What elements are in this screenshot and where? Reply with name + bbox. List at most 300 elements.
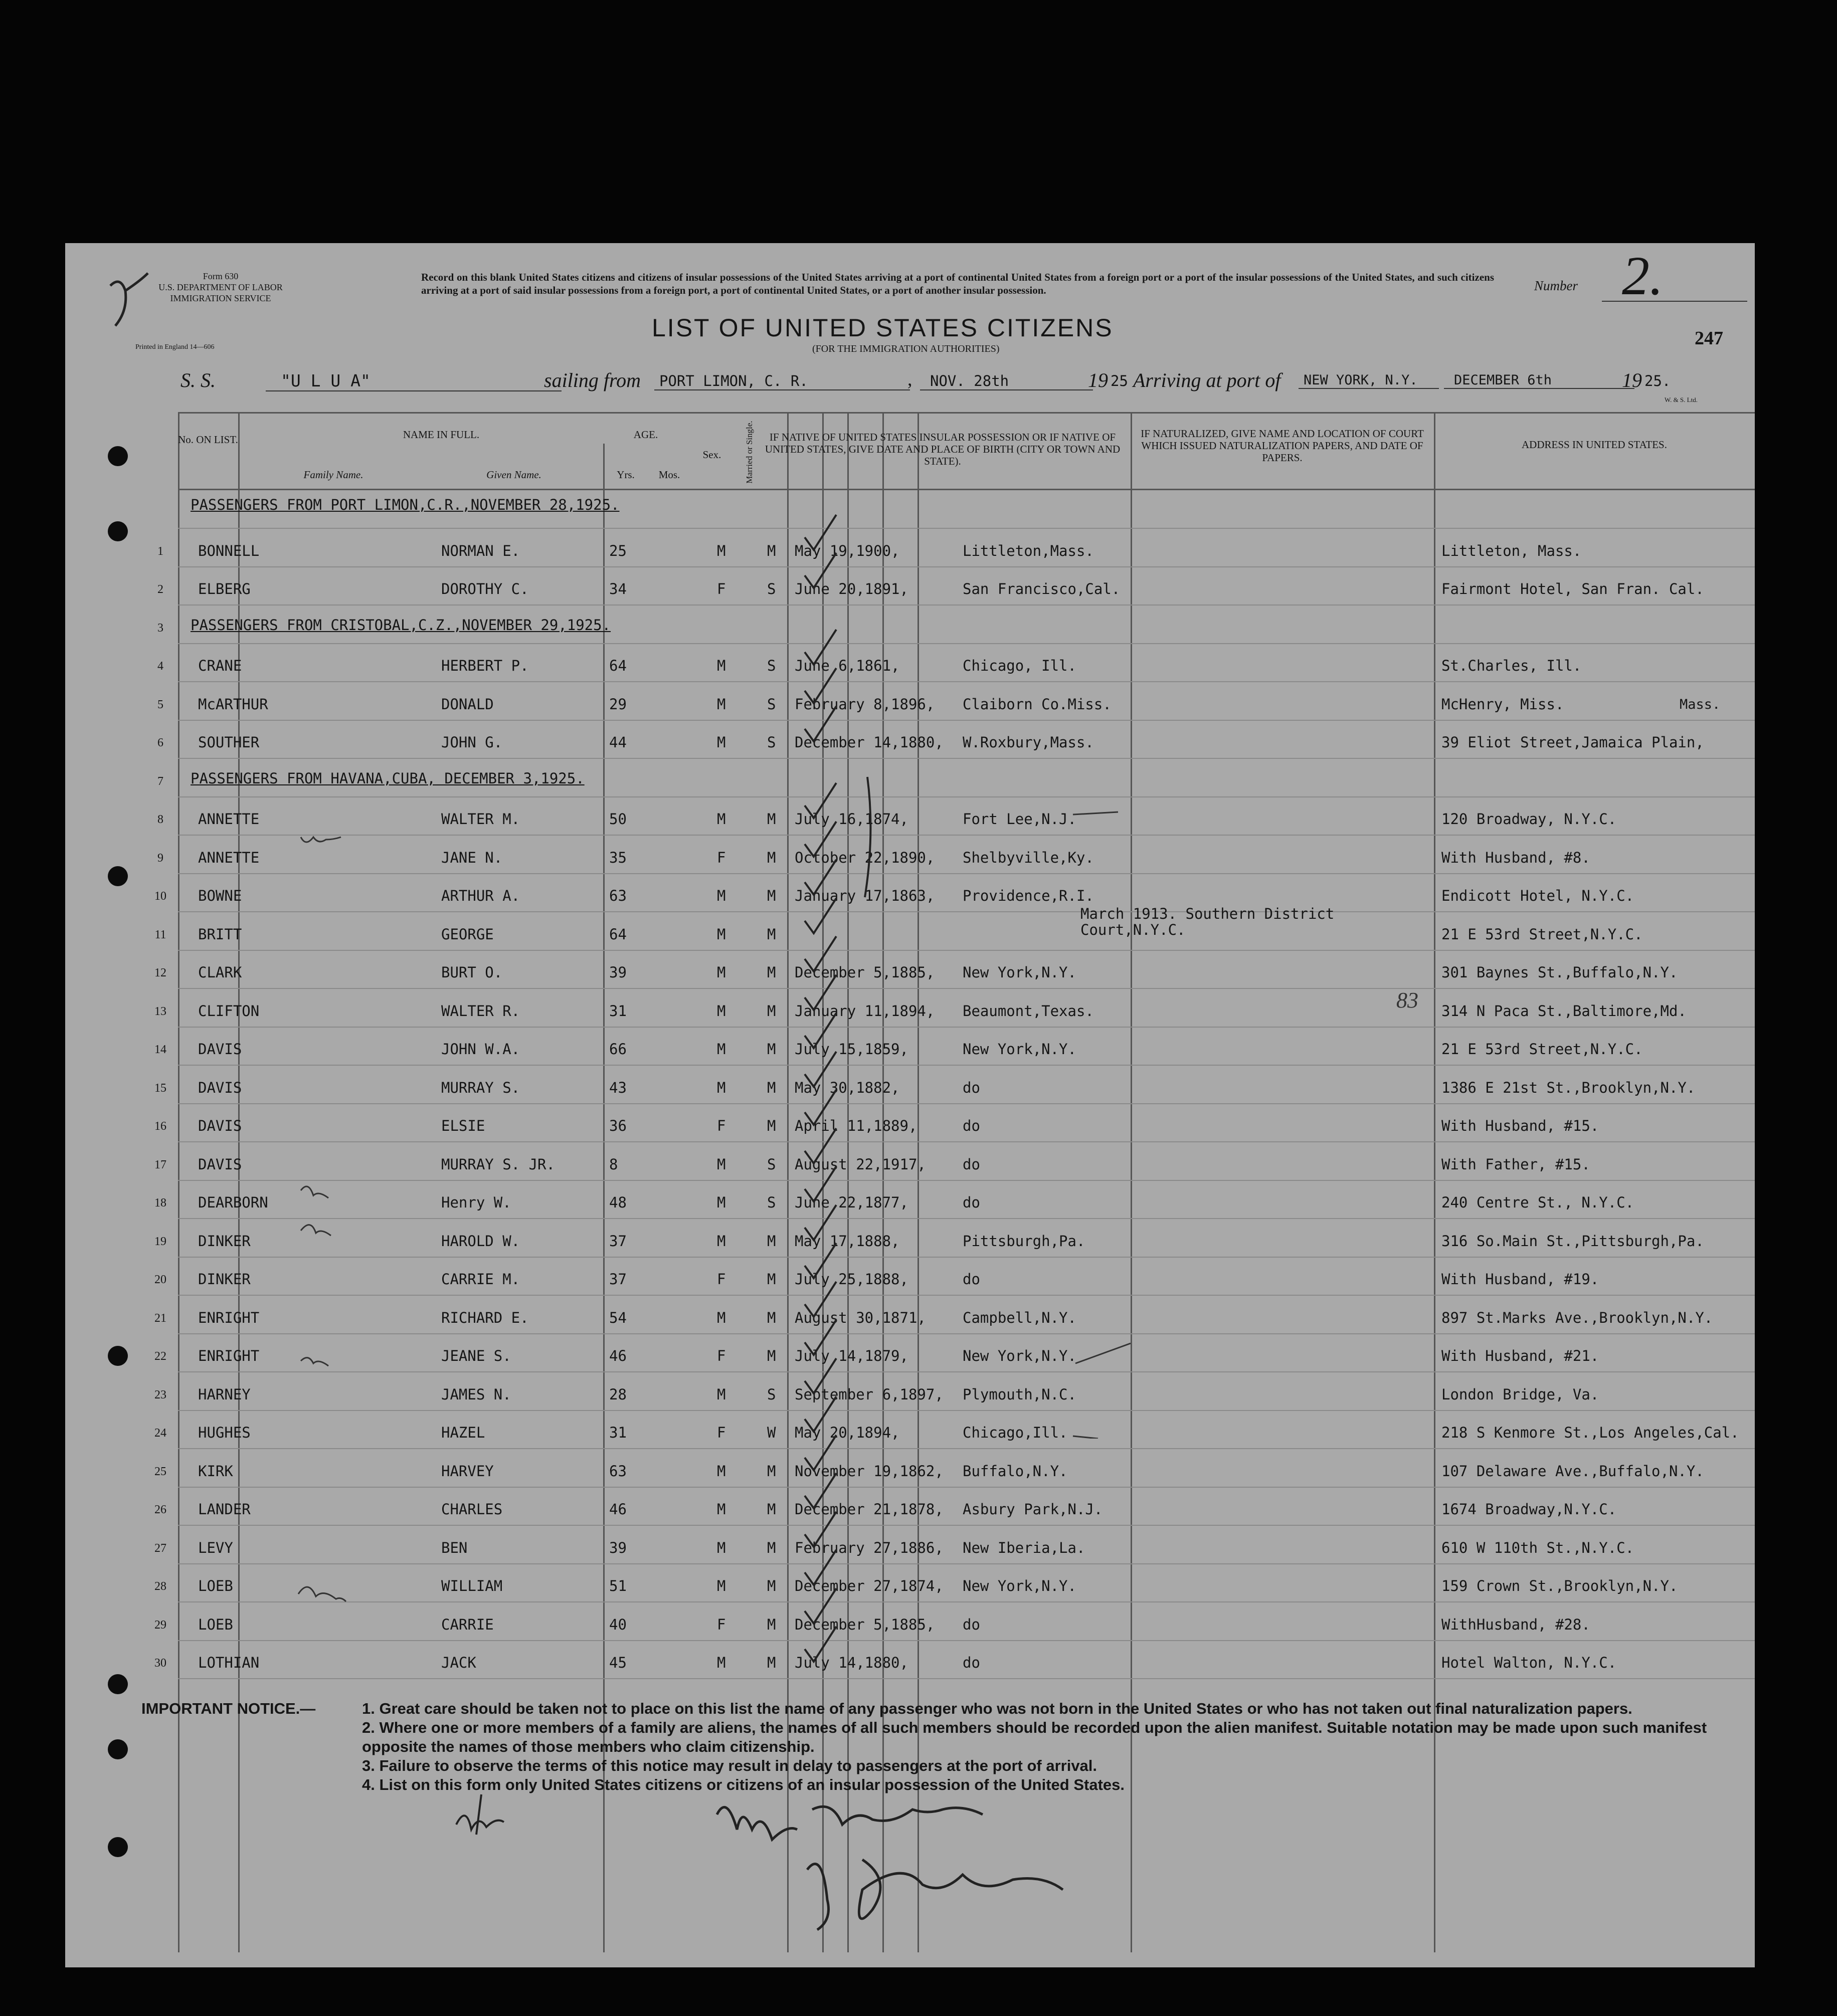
sex: M <box>717 542 726 559</box>
col-header-address: ADDRESS IN UNITED STATES. <box>1522 439 1667 451</box>
address: Littleton, Mass. <box>1441 542 1582 559</box>
arrival-date: DECEMBER 6th <box>1444 372 1634 389</box>
check-mark <box>805 553 836 588</box>
age: 48 <box>609 1194 627 1211</box>
sex: M <box>717 887 726 904</box>
birth-place: Providence,R.I. <box>963 887 1094 904</box>
address: Endicott Hotel, N.Y.C. <box>1441 887 1634 904</box>
printed-line: Printed in England 14—606 <box>135 343 215 351</box>
sex: M <box>717 1463 726 1480</box>
row-rule <box>178 911 1755 912</box>
birth-place: Littleton,Mass. <box>963 542 1094 559</box>
age: 54 <box>609 1309 627 1326</box>
row-rule <box>178 643 1755 644</box>
birth-place: Buffalo,N.Y. <box>963 1463 1068 1480</box>
age: 63 <box>609 887 627 904</box>
row-rule <box>178 1333 1755 1334</box>
check-mark <box>805 1090 836 1125</box>
birth-date: February 27,1886, <box>795 1539 944 1556</box>
family-name: ENRIGHT <box>198 1347 260 1364</box>
sex: F <box>717 1424 726 1441</box>
col-header-age: AGE. <box>633 429 658 441</box>
address: 21 E 53rd Street,N.Y.C. <box>1441 1041 1643 1058</box>
marital-status: S <box>767 696 776 713</box>
naturalization: March 1913. Southern District Court,N.Y.C. <box>1080 905 1335 938</box>
birth-place: Claiborn Co.Miss. <box>963 696 1112 713</box>
table-top-border <box>178 412 1755 414</box>
sex: M <box>717 734 726 751</box>
row-number: 21 <box>154 1312 166 1325</box>
check-mark <box>805 975 836 1010</box>
sex: F <box>717 849 726 866</box>
given-name: MURRAY S. JR. <box>441 1156 555 1173</box>
row-number: 25 <box>154 1465 166 1478</box>
row-number: 30 <box>154 1657 166 1670</box>
given-name: GEORGE <box>441 926 494 943</box>
birth-place: Pittsburgh,Pa. <box>963 1233 1085 1250</box>
sex: M <box>717 811 726 828</box>
address: 314 N Paca St.,Baltimore,Md. <box>1441 1002 1687 1020</box>
notice-item-4: 4. List on this form only United States citizens or citizens of an insular possession of the United States. <box>362 1776 1125 1793</box>
address: 120 Broadway, N.Y.C. <box>1441 811 1617 828</box>
birth-date: December 5,1885, <box>795 964 935 981</box>
age: 51 <box>609 1577 627 1594</box>
row-number: 1 <box>157 545 163 558</box>
birth-date: February 8,1896, <box>795 696 935 713</box>
sex: M <box>717 926 726 943</box>
family-name: HARNEY <box>198 1386 251 1403</box>
row-rule <box>178 1141 1755 1142</box>
col-header-name: NAME IN FULL. <box>403 429 480 441</box>
given-name: HAROLD W. <box>441 1233 520 1250</box>
row-number: 11 <box>154 928 166 941</box>
age: 43 <box>609 1079 627 1096</box>
sex: M <box>717 964 726 981</box>
section-port-limon: PASSENGERS FROM PORT LIMON,C.R.,NOVEMBER 28,1925. <box>191 496 620 513</box>
given-name: RICHARD E. <box>441 1309 529 1326</box>
given-name: DOROTHY C. <box>441 580 529 597</box>
family-name: LOEB <box>198 1577 233 1594</box>
punch-hole <box>108 1739 128 1759</box>
form-id-block <box>153 271 288 304</box>
family-name: BONNELL <box>198 542 260 559</box>
address: 240 Centre St., N.Y.C. <box>1441 1194 1634 1211</box>
marital-status: M <box>767 1347 776 1364</box>
birth-date: July 14,1879, <box>795 1347 908 1364</box>
age: 64 <box>609 657 627 674</box>
birth-place: do <box>963 1156 980 1173</box>
family-name: LANDER <box>198 1501 251 1518</box>
family-name: DEARBORN <box>198 1194 268 1211</box>
port-to: NEW YORK, N.Y. <box>1299 372 1439 389</box>
row-number: 28 <box>154 1580 166 1593</box>
family-name: DINKER <box>198 1271 251 1288</box>
row-number: 22 <box>154 1350 166 1363</box>
check-mark <box>805 1473 836 1508</box>
given-name: ARTHUR A. <box>441 887 520 904</box>
col-header-married: Married or Single. <box>745 421 754 484</box>
birth-date: May 19,1900, <box>795 542 900 559</box>
address: Fairmont Hotel, San Fran. Cal. <box>1441 580 1704 597</box>
form-instruction: Record on this blank United States citizens and citizens of insular possessions of the United States arriving at a port of continental United States from a foreign port or a port of the insular possessions of the United States, and such citizens arriving at a port of said insular possessions from a foreign port, a port of continental United States, or a port of another insular possession. <box>421 271 1494 296</box>
address: 107 Delaware Ave.,Buffalo,N.Y. <box>1441 1463 1704 1480</box>
address: 897 St.Marks Ave.,Brooklyn,N.Y. <box>1441 1309 1713 1326</box>
age: 44 <box>609 734 627 751</box>
age: 31 <box>609 1424 627 1441</box>
family-name: BOWNE <box>198 887 242 904</box>
given-name: NORMAN E. <box>441 542 520 559</box>
family-name: KIRK <box>198 1463 233 1480</box>
address: 218 S Kenmore St.,Los Angeles,Cal. <box>1441 1424 1739 1441</box>
row-number: 9 <box>157 852 163 865</box>
form-number: Form 630 <box>203 271 239 281</box>
check-mark <box>805 1396 836 1432</box>
birth-place: Campbell,N.Y. <box>963 1309 1076 1326</box>
printer-mark: W. & S. Ltd. <box>1665 396 1698 404</box>
sex: M <box>717 696 726 713</box>
birth-place: New York,N.Y. <box>963 1347 1076 1364</box>
punch-hole <box>108 866 128 886</box>
row-rule <box>178 873 1755 874</box>
col-header-birth: IF NATIVE OF UNITED STATES INSULAR POSSESSION OR IF NATIVE OF UNITED STATES, GIVE DATE AND PLACE OF BIRTH (CITY OR TOWN AND STATE). <box>765 431 1121 467</box>
marital-status: M <box>767 926 776 943</box>
check-mark <box>805 706 836 741</box>
punch-hole <box>108 1837 128 1857</box>
row-number: 2 <box>157 583 163 596</box>
row-number: 19 <box>154 1235 166 1248</box>
address: With Father, #15. <box>1441 1156 1590 1173</box>
given-name: Henry W. <box>441 1194 511 1211</box>
family-name: HUGHES <box>198 1424 251 1441</box>
birth-place: Chicago, Ill. <box>963 657 1076 674</box>
row-number: 18 <box>154 1196 166 1209</box>
punch-hole <box>108 446 128 466</box>
row-rule <box>178 950 1755 951</box>
family-name: CRANE <box>198 657 242 674</box>
check-mark <box>805 1205 836 1240</box>
row-number: 15 <box>154 1082 166 1095</box>
birth-date: April 11,1889, <box>795 1117 917 1134</box>
marital-status: S <box>767 657 776 674</box>
section-header: PASSENGERS FROM HAVANA,CUBA, DECEMBER 3,1925. <box>191 770 585 787</box>
sex: F <box>717 1117 726 1134</box>
arrival-year: 25. <box>1644 372 1671 389</box>
row-rule <box>178 1218 1755 1219</box>
sex: F <box>717 580 726 597</box>
marital-status: M <box>767 1654 776 1671</box>
address: 1386 E 21st St.,Brooklyn,N.Y. <box>1441 1079 1696 1096</box>
sailing-from-label: sailing from <box>544 369 641 391</box>
marital-status: M <box>767 1501 776 1518</box>
sex: M <box>717 1501 726 1518</box>
col-header-family: Family Name. <box>303 469 363 481</box>
birth-date: May 30,1882, <box>795 1079 900 1096</box>
marital-status: M <box>767 1002 776 1020</box>
family-name: DAVIS <box>198 1156 242 1173</box>
check-mark <box>805 668 836 703</box>
check-mark <box>805 630 836 665</box>
family-name: LEVY <box>198 1539 233 1556</box>
given-name: CHARLES <box>441 1501 503 1518</box>
age: 40 <box>609 1616 627 1633</box>
marital-status: S <box>767 1194 776 1211</box>
family-name: DAVIS <box>198 1079 242 1096</box>
address: 21 E 53rd Street,N.Y.C. <box>1441 926 1643 943</box>
given-name: JOHN W.A. <box>441 1041 520 1058</box>
given-name: WALTER M. <box>441 811 520 828</box>
col-header-sex: Sex. <box>702 449 721 461</box>
check-mark <box>805 1435 836 1470</box>
row-rule <box>178 1678 1755 1679</box>
notice-item-2: 2. Where one or more members of a family are aliens, the names of all such members should be recorded upon the alien manifest. Suitable notation may be made upon such manifest opposite the names of those members who claim citizenship. <box>362 1719 1707 1755</box>
ship-name: "U L U A" <box>266 371 562 391</box>
marital-status: M <box>767 1041 776 1058</box>
birth-place: do <box>963 1616 980 1633</box>
address: 159 Crown St.,Brooklyn,N.Y. <box>1441 1577 1678 1594</box>
address: Hotel Walton, N.Y.C. <box>1441 1654 1617 1671</box>
birth-place: San Francisco,Cal. <box>963 580 1121 597</box>
row-number: 14 <box>154 1043 166 1056</box>
port-from: PORT LIMON, C. R. <box>654 372 910 390</box>
age: 25 <box>609 542 627 559</box>
age: 66 <box>609 1041 627 1058</box>
row-number: 12 <box>154 966 166 979</box>
sex: M <box>717 1194 726 1211</box>
age: 31 <box>609 1002 627 1020</box>
check-mark <box>805 1358 836 1393</box>
family-name: ANNETTE <box>198 811 260 828</box>
family-name: LOEB <box>198 1616 233 1633</box>
row-rule <box>178 1103 1755 1104</box>
sex: M <box>717 1002 726 1020</box>
age: 50 <box>609 811 627 828</box>
age: 45 <box>609 1654 627 1671</box>
family-name: ANNETTE <box>198 849 260 866</box>
sex: M <box>717 1386 726 1403</box>
birth-date: June 20,1891, <box>795 580 908 597</box>
marital-status: S <box>767 734 776 751</box>
family-name: ELBERG <box>198 580 251 597</box>
marital-status: M <box>767 1271 776 1288</box>
birth-place: W.Roxbury,Mass. <box>963 734 1094 751</box>
row-number: 13 <box>154 1005 166 1018</box>
col-header-yrs: Yrs. <box>617 469 635 481</box>
check-mark <box>805 1128 836 1163</box>
sex: F <box>717 1347 726 1364</box>
marital-status: M <box>767 1117 776 1134</box>
marital-status: M <box>767 1233 776 1250</box>
birth-date: July 25,1888, <box>795 1271 908 1288</box>
marital-status: M <box>767 1309 776 1326</box>
row-number: 7 <box>157 775 163 788</box>
row-rule <box>178 604 1755 606</box>
row-number: 6 <box>157 736 163 749</box>
address: With Husband, #19. <box>1441 1271 1599 1288</box>
check-mark <box>805 1512 836 1547</box>
row-rule <box>178 681 1755 682</box>
family-name: DINKER <box>198 1233 251 1250</box>
birth-date: July 15,1859, <box>795 1041 908 1058</box>
sex: M <box>717 1079 726 1096</box>
check-mark <box>805 1013 836 1048</box>
list-number: 2. <box>1602 251 1747 302</box>
address: With Husband, #8. <box>1441 849 1590 866</box>
given-name: WALTER R. <box>441 1002 520 1020</box>
birth-date: January 11,1894, <box>795 1002 935 1020</box>
family-name: BRITT <box>198 926 242 943</box>
row-number: 17 <box>154 1158 166 1171</box>
marital-status: M <box>767 849 776 866</box>
marital-status: S <box>767 1386 776 1403</box>
check-mark <box>805 936 836 971</box>
check-marks-column <box>802 501 912 1905</box>
sex: M <box>717 1233 726 1250</box>
marital-status: M <box>767 542 776 559</box>
punch-hole <box>108 1674 128 1694</box>
family-name: LOTHIAN <box>198 1654 260 1671</box>
birth-date: August 30,1871, <box>795 1309 926 1326</box>
check-mark <box>805 1550 836 1585</box>
birth-place: do <box>963 1079 980 1096</box>
given-name: BEN <box>441 1539 468 1556</box>
birth-date: May 17,1888, <box>795 1233 900 1250</box>
given-name: DONALD <box>441 696 494 713</box>
family-name: CLIFTON <box>198 1002 260 1020</box>
address: With Husband, #15. <box>1441 1117 1599 1134</box>
handwritten-initials <box>296 827 366 1604</box>
birth-place: Asbury Park,N.J. <box>963 1501 1103 1518</box>
row-number: 26 <box>154 1503 166 1516</box>
check-mark <box>805 1052 836 1087</box>
family-name: ENRIGHT <box>198 1309 260 1326</box>
row-rule <box>178 1257 1755 1258</box>
birth-date: December 14,1880, <box>795 734 944 751</box>
check-mark <box>805 1282 836 1317</box>
row-rule <box>178 1371 1755 1372</box>
age: 46 <box>609 1347 627 1364</box>
marital-status: S <box>767 1156 776 1173</box>
address: 610 W 110th St.,N.Y.C. <box>1441 1539 1634 1556</box>
row-number: 8 <box>157 813 163 826</box>
birth-date: October 22,1890, <box>795 849 935 866</box>
family-name: DAVIS <box>198 1041 242 1058</box>
given-name: ELSIE <box>441 1117 485 1134</box>
given-name: HARVEY <box>441 1463 494 1480</box>
row-number: 10 <box>154 890 166 903</box>
row-rule <box>178 988 1755 989</box>
birth-date: June 6,1861, <box>795 657 900 674</box>
row-rule <box>178 1563 1755 1564</box>
age: 36 <box>609 1117 627 1134</box>
age: 35 <box>609 849 627 866</box>
page-number: 247 <box>1695 328 1723 349</box>
row-number: 24 <box>154 1427 166 1440</box>
year-prefix: 19 <box>1088 369 1108 391</box>
row-rule <box>178 1410 1755 1411</box>
birth-date: January 17,1863, <box>795 887 935 904</box>
family-name: CLARK <box>198 964 242 981</box>
row-rule <box>178 796 1755 797</box>
row-rule <box>178 1640 1755 1641</box>
address: St.Charles, Ill. <box>1441 657 1582 674</box>
row-rule <box>178 1180 1755 1181</box>
row-rule <box>178 566 1755 567</box>
age: 46 <box>609 1501 627 1518</box>
col-header-mos: Mos. <box>658 469 680 481</box>
col-header-naturalized: IF NATURALIZED, GIVE NAME AND LOCATION OF COURT WHICH ISSUED NATURALIZATION PAPERS, AND DATE OF PAPERS. <box>1141 428 1424 464</box>
margin-note: 83 <box>1396 988 1418 1013</box>
row-rule <box>178 835 1755 836</box>
check-mark <box>805 1627 836 1662</box>
notice-item-3: 3. Failure to observe the terms of this notice may result in delay to passengers at the port of arrival. <box>362 1757 1097 1774</box>
birth-date: May 20,1894, <box>795 1424 900 1441</box>
sail-year: 25 <box>1111 372 1128 389</box>
marital-status: S <box>767 580 776 597</box>
check-mark <box>805 1588 836 1624</box>
row-rule <box>178 528 1755 529</box>
given-name: BURT O. <box>441 964 503 981</box>
check-mark <box>805 860 836 895</box>
address-note: Mass. <box>1680 697 1721 712</box>
given-name: JOHN G. <box>441 734 503 751</box>
row-rule <box>178 1027 1755 1028</box>
row-rule <box>178 1487 1755 1488</box>
row-rule <box>178 1448 1755 1449</box>
birth-place: Beaumont,Texas. <box>963 1002 1094 1020</box>
number-label: Number <box>1534 278 1578 293</box>
address: 39 Eliot Street,Jamaica Plain, <box>1441 734 1704 751</box>
department: U.S. DEPARTMENT OF LABOR <box>158 282 283 292</box>
family-name: McARTHUR <box>198 696 268 713</box>
check-mark <box>805 783 836 818</box>
birth-date: July 16,1874, <box>795 811 908 828</box>
birth-place: do <box>963 1271 980 1288</box>
marital-status: M <box>767 1616 776 1633</box>
birth-place: New Iberia,La. <box>963 1539 1085 1556</box>
age: 37 <box>609 1271 627 1288</box>
check-mark <box>805 1243 836 1278</box>
marital-status: M <box>767 811 776 828</box>
punch-hole <box>108 1346 128 1366</box>
page-subtitle: (FOR THE IMMIGRATION AUTHORITIES) <box>812 343 1000 354</box>
marital-status: M <box>767 1463 776 1480</box>
row-number: 5 <box>157 698 163 711</box>
handwritten-number-mark <box>105 271 150 331</box>
row-rule <box>178 1601 1755 1602</box>
age: 37 <box>609 1233 627 1250</box>
address: McHenry, Miss. <box>1441 696 1564 713</box>
given-name: JACK <box>441 1654 476 1671</box>
birth-date: November 19,1862, <box>795 1463 944 1480</box>
important-notice <box>141 1699 1746 1794</box>
row-rule <box>178 1065 1755 1066</box>
sex: F <box>717 1271 726 1288</box>
section-header: PASSENGERS FROM CRISTOBAL,C.Z.,NOVEMBER 29,1925. <box>191 617 611 634</box>
birth-place: Chicago,Ill. <box>963 1424 1068 1441</box>
sex: M <box>717 1539 726 1556</box>
arriving-label: Arriving at port of <box>1133 369 1281 391</box>
arrival-year-prefix: 19 <box>1622 369 1642 391</box>
sex: M <box>717 1309 726 1326</box>
family-name: DAVIS <box>198 1117 242 1134</box>
service: IMMIGRATION SERVICE <box>170 293 271 303</box>
ink-strokes <box>1068 807 1148 1439</box>
birth-place: New York,N.Y. <box>963 1041 1076 1058</box>
row-number: 4 <box>157 660 163 673</box>
check-mark <box>805 898 836 933</box>
ss-label: S. S. <box>180 369 216 391</box>
handwritten-mark <box>451 1789 511 1845</box>
